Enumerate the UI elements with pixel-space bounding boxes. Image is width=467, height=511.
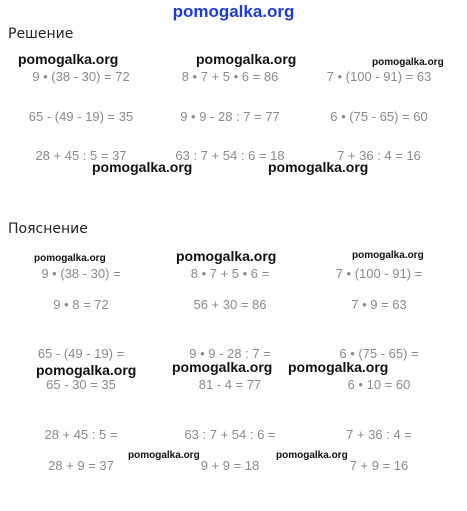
explanation-expr-2-3: 6 • (75 - 65) = [339,346,419,361]
watermark: pomogalka.org [352,250,424,261]
explanation-step-1-2: 56 + 30 = 86 [193,297,267,312]
explanation-expr-3-2: 63 : 7 + 54 : 6 = [184,427,276,442]
explanation-step-3-3: 7 + 9 = 16 [349,458,409,473]
watermark: pomogalka.org [276,450,348,461]
explanation-step-2-2: 81 - 4 = 77 [198,377,262,392]
solution-eq-2-1: 65 - (49 - 19) = 35 [28,109,134,124]
solution-eq-3-1: 28 + 45 : 5 = 37 [35,148,127,163]
solution-eq-1-2: 8 • 7 + 5 • 6 = 86 [181,69,279,84]
solution-eq-3-2: 63 : 7 + 54 : 6 = 18 [175,148,285,163]
explanation-step-2-1: 65 - 30 = 35 [46,377,116,392]
watermark: pomogalka.org [288,359,389,375]
solution-heading: Решение [8,26,74,42]
explanation-step-3-2: 9 + 9 = 18 [200,458,260,473]
solution-eq-2-2: 9 • 9 - 28 : 7 = 77 [180,109,280,124]
solution-eq-3-3: 7 + 36 : 4 = 16 [337,148,421,163]
watermark: pomogalka.org [34,253,106,264]
explanation-step-2-3: 6 • 10 = 60 [347,377,411,392]
explanation-step-1-3: 7 • 9 = 63 [351,297,407,312]
explanation-step-3-1: 28 + 9 = 37 [48,458,114,473]
watermark: pomogalka.org [36,362,137,378]
explanation-expr-3-1: 28 + 45 : 5 = [44,427,118,442]
explanation-expr-1-3: 7 • (100 - 91) = [335,266,423,281]
watermark: pomogalka.org [92,159,193,175]
watermark: pomogalka.org [18,51,119,67]
explanation-heading: Пояснение [8,221,88,237]
explanation-expr-1-1: 9 • (38 - 30) = [41,266,121,281]
watermark: pomogalka.org [196,51,297,67]
watermark: pomogalka.org [128,450,200,461]
site-header-logo[interactable]: pomogalka.org [172,2,295,21]
watermark: pomogalka.org [268,159,369,175]
solution-eq-1-1: 9 • (38 - 30) = 72 [32,69,130,84]
explanation-expr-1-2: 8 • 7 + 5 • 6 = [190,266,270,281]
explanation-expr-3-3: 7 + 36 : 4 = [346,427,412,442]
solution-eq-1-3: 7 • (100 - 91) = 63 [326,69,432,84]
solution-eq-2-3: 6 • (75 - 65) = 60 [330,109,428,124]
watermark: pomogalka.org [176,248,277,264]
explanation-expr-2-1: 65 - (49 - 19) = [37,346,125,361]
watermark: pomogalka.org [172,359,273,375]
explanation-step-1-1: 9 • 8 = 72 [53,297,109,312]
explanation-expr-2-2: 9 • 9 - 28 : 7 = [189,346,271,361]
watermark: pomogalka.org [372,57,444,68]
